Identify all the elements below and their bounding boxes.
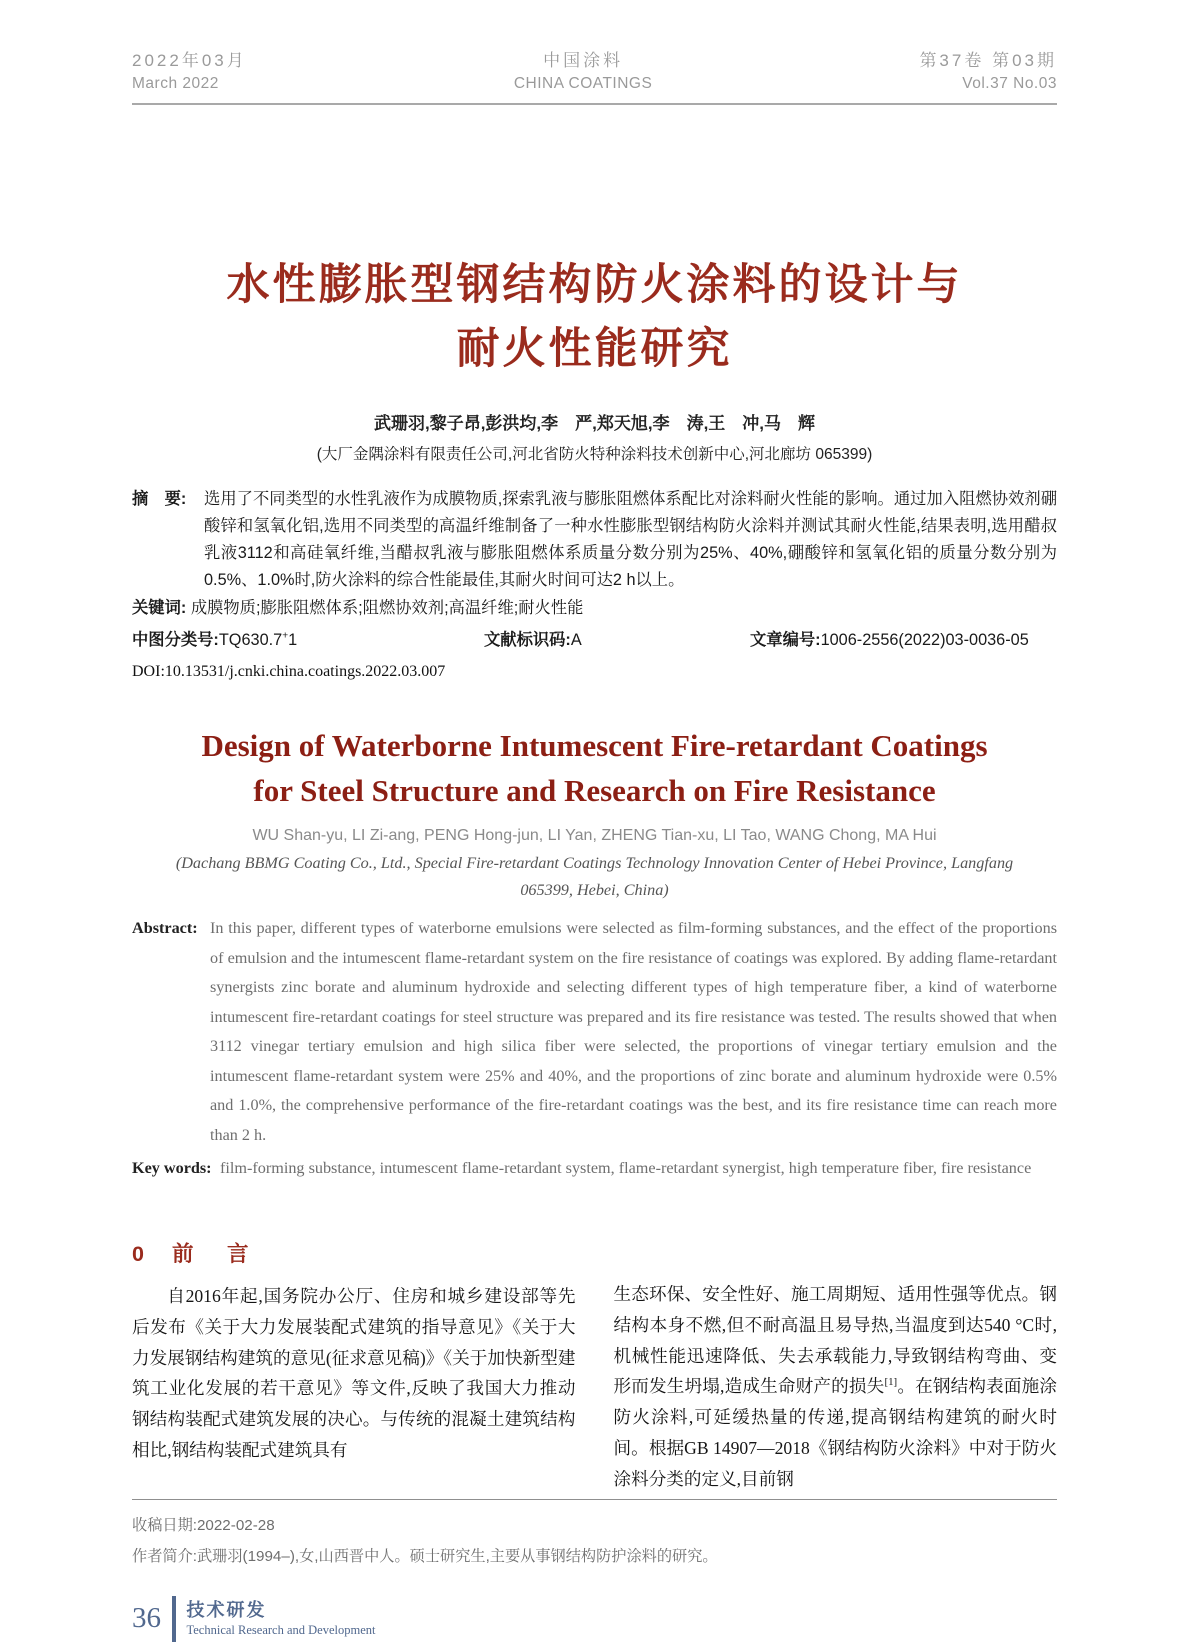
page-number: 36	[132, 1602, 161, 1635]
intro-right-part1: 生态环保、安全性好、施工周期短、适用性强等优点。钢结构本身不燃,但不耐高温且易导热,当温度到达540 °C时,机械性能迅速降低、失去承载能力,导致钢结构弯曲、变形而发生坍塌,造成生命财产的损失	[613, 1284, 1057, 1397]
article-title-en-line1: Design of Waterborne Intumescent Fire-retardant Coatings	[201, 728, 988, 763]
author-bio: 作者简介:武珊羽(1994–),女,山西晋中人。硕士研究生,主要从事钢结构防护涂料的研究。	[132, 1547, 718, 1565]
clc-number	[132, 628, 484, 653]
document-code-label: 文献标识码:	[484, 631, 571, 649]
reference-superscript: [1]	[884, 1376, 898, 1389]
affiliation-en-line1: (Dachang BBMG Coating Co., Ltd., Special Fire-retardant Coatings Technology Innovation Center of Hebei Province, Langfang	[175, 854, 1014, 872]
article-title-zh	[132, 253, 1057, 381]
header-date-zh: 2022年03月	[132, 51, 247, 70]
body-column-right	[614, 1239, 1058, 1495]
keywords-zh	[132, 594, 1057, 622]
affiliation-en-line2: 065399, Hebei, China)	[520, 881, 669, 899]
footer-section-en: Technical Research and Development	[186, 1622, 376, 1637]
journal-name-zh: 中国涂料	[543, 51, 624, 70]
authors-zh: 武珊羽,黎子昂,彭洪均,李 严,郑天旭,李 涛,王 冲,马 辉	[373, 414, 816, 433]
page-footer	[132, 1596, 1057, 1642]
article-id-label: 文章编号:	[750, 631, 821, 649]
section-number: 0	[132, 1242, 150, 1266]
header-journal-name	[514, 46, 652, 93]
keywords-zh-label: 关键词:	[132, 599, 187, 617]
clc-value-sup: +	[282, 630, 289, 642]
classification-row	[132, 628, 1057, 653]
footer-section-zh: 技术研发	[186, 1599, 267, 1620]
clc-value-pre: TQ630.7	[218, 631, 283, 649]
document-code-value: A	[570, 631, 582, 649]
article-title-zh-line2: 耐火性能研究	[456, 325, 733, 373]
doi: DOI:10.13531/j.cnki.china.coatings.2022.03.007	[132, 663, 446, 680]
clc-value-tail: 1	[288, 631, 298, 649]
issue-zh: 第37卷 第03期	[919, 51, 1057, 70]
article-id-value: 1006-2556(2022)03-0036-05	[820, 631, 1029, 649]
keywords-en-text: film-forming substance, intumescent flame-retardant system, flame-retardant synergist, high temperature fiber, fire resistance	[220, 1159, 1032, 1177]
journal-header	[132, 46, 1057, 105]
article-id	[750, 628, 1057, 653]
keywords-en-label: Key words:	[132, 1159, 212, 1177]
article-title-en	[132, 723, 1057, 813]
abstract-en-label: Abstract:	[132, 919, 198, 937]
affiliation-en	[132, 850, 1057, 904]
abstract-en	[132, 914, 1057, 1150]
journal-name-en: CHINA COATINGS	[513, 75, 653, 92]
keywords-en	[132, 1154, 1057, 1183]
body-columns	[132, 1239, 1057, 1495]
article-title-en-line2: for Steel Structure and Research on Fire Resistance	[253, 773, 936, 808]
footnotes	[132, 1499, 1057, 1572]
abstract-zh	[132, 486, 1057, 594]
received-date: 收稿日期:2022-02-28	[132, 1516, 275, 1534]
clc-label: 中图分类号:	[132, 631, 219, 649]
intro-paragraph-left: 自2016年起,国务院办公厅、住房和城乡建设部等先后发布《关于大力发展装配式建筑的指导意见》《关于大力发展钢结构建筑的意见(征求意见稿)》《关于加快新型建筑工业化发展的若干意见》等文件,反映了我国大力推动钢结构装配式建筑发展的决心。与传统的混凝土建筑结构相比,钢结构装配式建筑具有	[132, 1286, 576, 1460]
affiliation-zh: (大厂金隅涂料有限责任公司,河北省防火特种涂料技术创新中心,河北廊坊 065399)	[316, 446, 873, 463]
intro-right-part2: 。在钢结构表面施涂防火涂料,可延缓热量的传递,提高钢结构建筑的耐火时间。根据GB 14907—2018《钢结构防火涂料》中对于防火涂料分类的定义,目前钢	[613, 1376, 1057, 1489]
authors-en: WU Shan-yu, LI Zi-ang, PENG Hong-jun, LI Yan, ZHENG Tian-xu, LI Tao, WANG Chong, MA Hui	[252, 827, 937, 844]
document-code	[484, 628, 750, 653]
body-column-left	[132, 1239, 576, 1495]
header-date-en: March 2022	[132, 75, 219, 92]
issue-en: Vol.37 No.03	[962, 75, 1057, 92]
footer-section	[187, 1599, 376, 1639]
abstract-zh-text: 选用了不同类型的水性乳液作为成膜物质,探索乳液与膨胀阻燃体系配比对涂料耐火性能的影响。通过加入阻燃协效剂硼酸锌和氢氧化铝,选用不同类型的高温纤维制备了一种水性膨胀型钢结构防火涂料并测试其耐火性能,结果表明,选用醋叔乳液3112和高硅氧纤维,当醋叔乳液与膨胀阻燃体系质量分数分别为25%、40%,硼酸锌和氢氧化铝的质量分数分别为0.5%、1.0%时,防火涂料的综合性能最佳,其耐火时间可达2 h以上。	[204, 490, 1057, 589]
keywords-zh-text: 成膜物质;膨胀阻燃体系;阻燃协效剂;高温纤维;耐火性能	[190, 599, 584, 617]
abstract-en-text: In this paper, different types of waterborne emulsions were selected as film-forming substances, and the effect of the proportions of emulsion and the intumescent flame-retardant system on the fire resistance of coatings was explored. By adding flame-retardant synergists zinc borate and aluminum hydroxide and selecting different types of high temperature fiber, a kind of waterborne intumescent fire-retardant coatings for steel structure was prepared and its fire resistance was tested. The results showed that when 3112 vinegar tertiary emulsion and high silica fiber were selected, the proportions of vinegar tertiary emulsion and the intumescent flame-retardant system were 25% and 40%, and the proportions of zinc borate and aluminum hydroxide were 0.5% and 1.0%, the comprehensive performance of the fire-retardant coatings was the best, and its fire resistance time can reach more than 2 h.	[210, 919, 1057, 1144]
abstract-zh-label: 摘 要:	[132, 490, 187, 508]
header-date	[132, 46, 247, 93]
article-title-zh-line1: 水性膨胀型钢结构防火涂料的设计与	[226, 261, 963, 309]
section-title: 前 言	[171, 1242, 255, 1266]
header-issue	[919, 46, 1057, 93]
intro-paragraph-right	[614, 1279, 1058, 1495]
footer-divider-bar	[172, 1596, 176, 1642]
section-heading-intro	[132, 1239, 576, 1269]
